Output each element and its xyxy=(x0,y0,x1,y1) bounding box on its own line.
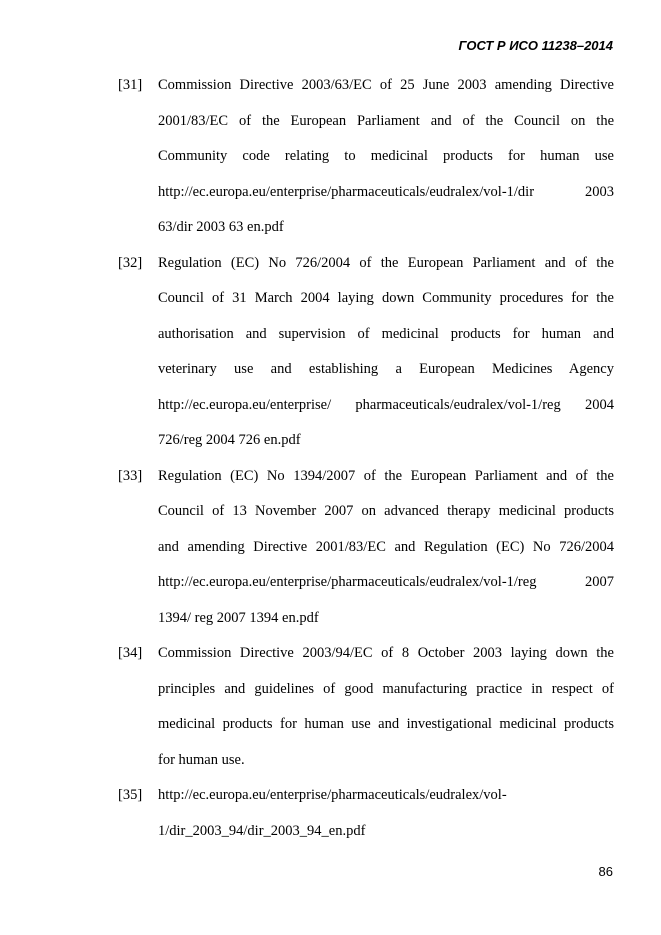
reference-line: 63/dir 2003 63 en.pdf xyxy=(158,219,284,235)
reference-number: [33] xyxy=(118,467,143,484)
reference-line: Council of 13 November 2007 on advanced therapy medicinal products xyxy=(158,503,614,519)
reference-line: for human use. xyxy=(158,751,245,768)
reference-line: authorisation and supervision of medicinal products for human and xyxy=(158,325,614,342)
reference-text xyxy=(158,459,614,637)
reference-line: and amending Directive 2001/83/EC and Regulation (EC) No 726/2004 xyxy=(158,538,614,555)
reference-line: Regulation (EC) No 726/2004 of the European Parliament and of the xyxy=(158,254,614,271)
reference-text xyxy=(158,68,614,246)
reference-item xyxy=(118,68,614,246)
reference-line: http://ec.europa.eu/enterprise/pharmaceuticals/eudralex/vol- xyxy=(158,787,507,803)
reference-number: [35] xyxy=(118,787,143,803)
reference-line: Council of 31 March 2004 laying down Community procedures for the xyxy=(158,290,614,306)
reference-number: [31] xyxy=(118,77,143,93)
reference-line: medicinal products for human use and investigational medicinal products xyxy=(158,716,614,732)
reference-text xyxy=(158,246,614,459)
reference-line: http://ec.europa.eu/enterprise/pharmaceuticals/eudralex/vol-1/reg 2007 xyxy=(158,574,614,590)
reference-line: veterinary use and establishing a European Medicines Agency xyxy=(158,361,614,377)
reference-item xyxy=(118,778,614,849)
page-header-doc-code: ГОСТ Р ИСО 11238–2014 xyxy=(458,38,613,53)
reference-item xyxy=(118,246,614,459)
reference-line: 1/dir_2003_94/dir_2003_94_en.pdf xyxy=(158,822,366,839)
reference-line: 726/reg 2004 726 en.pdf xyxy=(158,432,301,448)
reference-number: [32] xyxy=(118,254,143,271)
reference-line: Commission Directive 2003/63/EC of 25 June 2003 amending Directive xyxy=(158,77,614,93)
page-number: 86 xyxy=(598,864,613,879)
reference-line: Community code relating to medicinal products for human use xyxy=(158,148,614,164)
reference-text xyxy=(158,778,614,849)
reference-item xyxy=(118,636,614,778)
reference-line: Commission Directive 2003/94/EC of 8 October 2003 laying down the xyxy=(158,645,614,661)
reference-line: 2001/83/EC of the European Parliament and of the Council on the xyxy=(158,112,614,129)
reference-line: http://ec.europa.eu/enterprise/pharmaceuticals/eudralex/vol-1/dir 2003 xyxy=(158,183,614,200)
reference-line: principles and guidelines of good manufacturing practice in respect of xyxy=(158,680,614,697)
reference-line: 1394/ reg 2007 1394 en.pdf xyxy=(158,609,319,626)
reference-text xyxy=(158,636,614,778)
reference-line: Regulation (EC) No 1394/2007 of the European Parliament and of the xyxy=(158,467,614,484)
reference-item xyxy=(118,459,614,637)
reference-number: [34] xyxy=(118,645,143,661)
reference-line: http://ec.europa.eu/enterprise/ pharmaceuticals/eudralex/vol-1/reg 2004 xyxy=(158,396,614,413)
reference-list xyxy=(118,68,614,849)
